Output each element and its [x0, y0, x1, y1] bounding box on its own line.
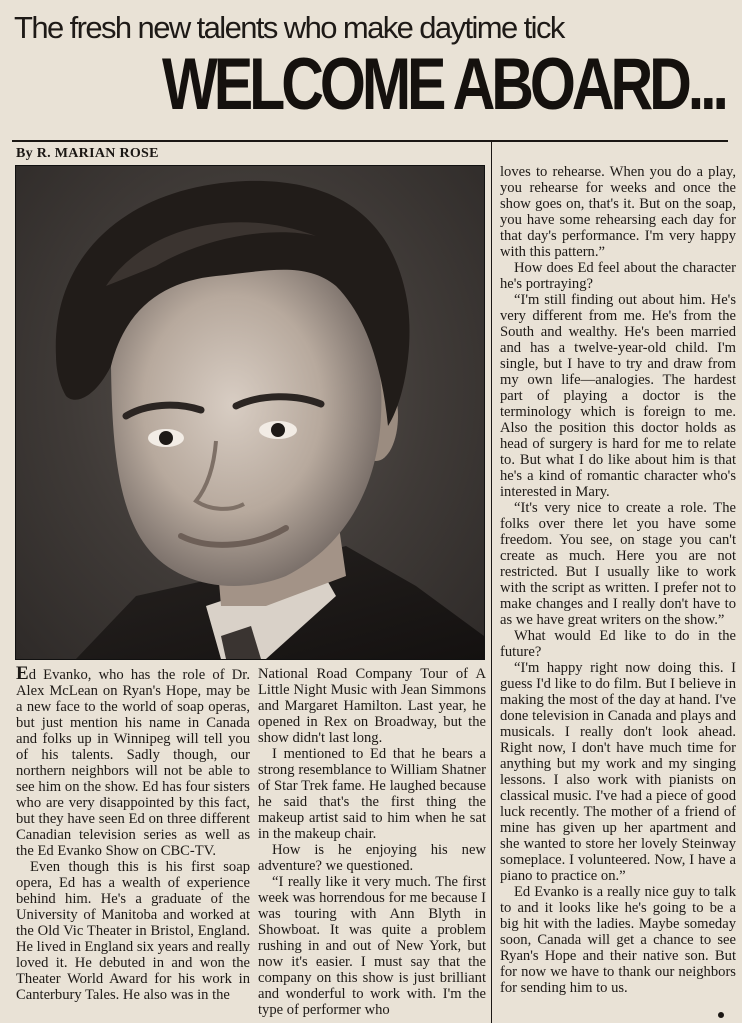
paragraph: How does Ed feel about the character he's portraying? — [500, 260, 736, 292]
article-column-2 — [258, 666, 486, 1018]
end-mark — [718, 1012, 724, 1018]
portrait-photo — [15, 165, 485, 660]
portrait-illustration — [16, 166, 484, 659]
paragraph: National Road Company Tour of A Little Night Music with Jean Simmons and Margaret Hamilton. Last year, he opened in Rex on Broadway, but the show didn't last long. — [258, 666, 486, 746]
paragraph: I mentioned to Ed that he bears a strong resemblance to William Shatner of Star Trek fame. He laughed because he said that's the first thing the makeup artist said to him when he sat in the makeup chair. — [258, 746, 486, 842]
top-rule — [12, 140, 728, 142]
paragraph: “I'm still finding out about him. He's very different from me. He's from the South and wealthy. He's been married and has a twelve-year-old child. I'm single, but I have to try and draw from my own life—analogies. The hardest part of playing a doctor is the terminology which is foreign to me. Also the position this doctor holds as head of surgery is hard for me to relate to. But what I do like about him is that he's a kind of romantic character who's interested in Mary. — [500, 292, 736, 500]
paragraph: Ed Evanko is a really nice guy to talk to and it looks like he's going to be a big hit with the ladies. Maybe someday soon, Canada will get a chance to see Ryan's Hope and their native son. But for now we have to thank our neighbors for sending him to us. — [500, 884, 736, 996]
article-column-1 — [16, 663, 250, 1003]
paragraph: “I'm happy right now doing this. I guess I'd like to do film. But I believe in making the most of the day at hand. I've done television in Canada and plays and musicals. I really don't look ahead. Right now, I don't have much time for anything but my work and my singing lessons. I also work with pianists on classical music. I've had a piece of good luck recently. The mother of a friend of mine has given up her apartment and she wanted to store her lovely Steinway someplace. I volunteered. Now, I have a piano to practice on.” — [500, 660, 736, 884]
article-column-3 — [500, 164, 736, 996]
paragraph: “It's very nice to create a role. The folks over there let you have some freedom. You see, on stage you can't create as much. Here you are not restricted. But I usually like to work with the script as written. I prefer not to make changes and I really don't have to as we have great writers on the show.” — [500, 500, 736, 628]
paragraph: Even though this is his first soap opera, Ed has a wealth of experience behind him. He's a graduate of the University of Manitoba and worked at the Old Vic Theater in Bristol, England. He lived in England six years and really loved it. He debuted in and won the Theater World Award for his work in Canterbury Tales. He also was in the — [16, 859, 250, 1003]
paragraph: “I really like it very much. The first week was horrendous for me because I was touring with Ann Blyth in Showboat. It was quite a problem rushing in and out of New York, but now it's easier. I must say that the company on this show is just brilliant and wonderful to work with. I'm the type of performer who — [258, 874, 486, 1018]
paragraph: How is he enjoying his new adventure? we questioned. — [258, 842, 486, 874]
paragraph: loves to rehearse. When you do a play, you rehearse for weeks and once the show goes on, that's it. But on the soap, you have some rehearsing each day for that day's performance. I'm very happy with this pattern.” — [500, 164, 736, 260]
drop-cap: E — [16, 663, 29, 684]
paragraph: Ed Evanko, who has the role of Dr. Alex McLean on Ryan's Hope, may be a new face to the world of soap operas, but just mention his name in Canada and folks up in Winnipeg will tell you of his talents. Sadly though, our northern neighbors will not be able to see him on the show. Ed has four sisters who are very disappointed by this fact, but they have seen Ed on three different Canadian television series as well as the Ed Evanko Show on CBC-TV. — [16, 663, 250, 859]
paragraph: What would Ed like to do in the future? — [500, 628, 736, 660]
headline: WELCOME ABOARD... — [162, 44, 725, 125]
kicker-line: The fresh new talents who make daytime tick — [14, 10, 564, 45]
column-rule — [491, 141, 492, 1023]
byline: By R. MARIAN ROSE — [16, 146, 159, 161]
